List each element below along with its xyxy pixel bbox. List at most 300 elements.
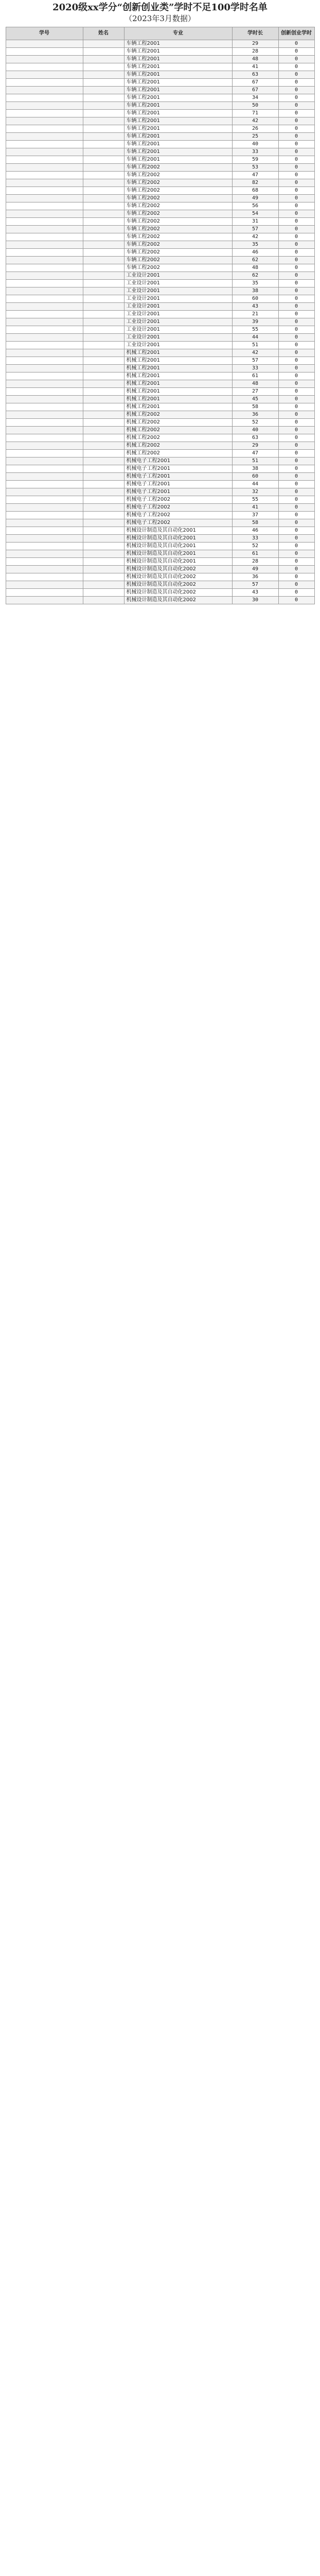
cell-major: 机械工程2001 bbox=[124, 372, 232, 380]
cell-grade: 0 bbox=[278, 94, 314, 102]
cell-name bbox=[83, 318, 124, 326]
cell-major: 机械工程2002 bbox=[124, 427, 232, 434]
cell-student-id bbox=[6, 403, 83, 411]
cell-major: 车辆工程2001 bbox=[124, 63, 232, 71]
cell-student-id bbox=[6, 566, 83, 573]
cell-student-id bbox=[6, 558, 83, 566]
table-row bbox=[6, 311, 314, 318]
table-row bbox=[6, 272, 314, 280]
cell-major: 车辆工程2001 bbox=[124, 141, 232, 148]
document-sheet bbox=[0, 0, 320, 604]
cell-student-id bbox=[6, 411, 83, 419]
cell-student-id bbox=[6, 427, 83, 434]
cell-student-id bbox=[6, 218, 83, 226]
cell-score: 52 bbox=[232, 543, 278, 550]
table-row bbox=[6, 264, 314, 272]
cell-score: 34 bbox=[232, 94, 278, 102]
cell-major: 工业设计2001 bbox=[124, 295, 232, 303]
cell-grade: 0 bbox=[278, 249, 314, 257]
cell-major: 机械电子工程2001 bbox=[124, 465, 232, 473]
cell-score: 40 bbox=[232, 141, 278, 148]
cell-name bbox=[83, 496, 124, 504]
cell-grade: 0 bbox=[278, 202, 314, 210]
cell-score: 63 bbox=[232, 71, 278, 79]
cell-score: 33 bbox=[232, 535, 278, 543]
cell-student-id bbox=[6, 496, 83, 504]
cell-major: 工业设计2001 bbox=[124, 342, 232, 349]
cell-major: 车辆工程2001 bbox=[124, 71, 232, 79]
header-student-id: 学号 bbox=[6, 27, 83, 40]
cell-name bbox=[83, 349, 124, 357]
cell-name bbox=[83, 148, 124, 156]
cell-name bbox=[83, 56, 124, 63]
cell-name bbox=[83, 535, 124, 543]
cell-score: 48 bbox=[232, 56, 278, 63]
cell-student-id bbox=[6, 172, 83, 179]
cell-major: 机械工程2002 bbox=[124, 434, 232, 442]
table-row bbox=[6, 334, 314, 342]
cell-score: 63 bbox=[232, 434, 278, 442]
cell-student-id bbox=[6, 125, 83, 133]
cell-score: 57 bbox=[232, 357, 278, 365]
cell-name bbox=[83, 396, 124, 403]
cell-grade: 0 bbox=[278, 40, 314, 48]
cell-name bbox=[83, 125, 124, 133]
cell-score: 42 bbox=[232, 233, 278, 241]
cell-major: 机械设计制造及其自动化2001 bbox=[124, 558, 232, 566]
cell-student-id bbox=[6, 71, 83, 79]
table-row bbox=[6, 581, 314, 589]
cell-name bbox=[83, 164, 124, 172]
cell-grade: 0 bbox=[278, 172, 314, 179]
table-row bbox=[6, 56, 314, 63]
cell-score: 35 bbox=[232, 241, 278, 249]
cell-student-id bbox=[6, 249, 83, 257]
cell-grade: 0 bbox=[278, 110, 314, 117]
cell-student-id bbox=[6, 226, 83, 233]
cell-grade: 0 bbox=[278, 481, 314, 488]
cell-student-id bbox=[6, 56, 83, 63]
table-row bbox=[6, 125, 314, 133]
cell-major: 机械电子工程2001 bbox=[124, 481, 232, 488]
cell-grade: 0 bbox=[278, 63, 314, 71]
cell-major: 车辆工程2001 bbox=[124, 117, 232, 125]
cell-score: 51 bbox=[232, 342, 278, 349]
cell-score: 62 bbox=[232, 257, 278, 264]
cell-student-id bbox=[6, 164, 83, 172]
cell-score: 30 bbox=[232, 597, 278, 604]
table-row bbox=[6, 457, 314, 465]
cell-major: 机械电子工程2002 bbox=[124, 504, 232, 512]
cell-score: 67 bbox=[232, 87, 278, 94]
table-row bbox=[6, 365, 314, 372]
cell-major: 车辆工程2002 bbox=[124, 187, 232, 195]
cell-score: 58 bbox=[232, 403, 278, 411]
cell-student-id bbox=[6, 357, 83, 365]
document-title: 2020级xx学分“创新创业类”学时不足100学时名单 bbox=[52, 2, 268, 13]
cell-name bbox=[83, 427, 124, 434]
cell-grade: 0 bbox=[278, 187, 314, 195]
cell-major: 车辆工程2002 bbox=[124, 226, 232, 233]
cell-name bbox=[83, 187, 124, 195]
cell-major: 机械工程2002 bbox=[124, 411, 232, 419]
cell-major: 车辆工程2002 bbox=[124, 249, 232, 257]
cell-name bbox=[83, 450, 124, 457]
cell-grade: 0 bbox=[278, 264, 314, 272]
cell-score: 49 bbox=[232, 195, 278, 202]
cell-grade: 0 bbox=[278, 303, 314, 311]
cell-score: 50 bbox=[232, 102, 278, 110]
header-name: 姓名 bbox=[83, 27, 124, 40]
cell-name bbox=[83, 280, 124, 287]
cell-name bbox=[83, 365, 124, 372]
cell-student-id bbox=[6, 179, 83, 187]
cell-major: 机械工程2001 bbox=[124, 403, 232, 411]
table-row bbox=[6, 357, 314, 365]
table-row bbox=[6, 148, 314, 156]
table-row bbox=[6, 496, 314, 504]
cell-grade: 0 bbox=[278, 527, 314, 535]
table-row bbox=[6, 295, 314, 303]
cell-name bbox=[83, 87, 124, 94]
cell-major: 机械电子工程2002 bbox=[124, 496, 232, 504]
cell-major: 车辆工程2002 bbox=[124, 202, 232, 210]
cell-name bbox=[83, 295, 124, 303]
cell-score: 61 bbox=[232, 372, 278, 380]
cell-score: 47 bbox=[232, 450, 278, 457]
table-row bbox=[6, 349, 314, 357]
cell-name bbox=[83, 94, 124, 102]
cell-major: 机械工程2001 bbox=[124, 380, 232, 388]
cell-grade: 0 bbox=[278, 512, 314, 519]
cell-major: 车辆工程2002 bbox=[124, 233, 232, 241]
cell-grade: 0 bbox=[278, 311, 314, 318]
cell-name bbox=[83, 597, 124, 604]
table-row bbox=[6, 573, 314, 581]
cell-name bbox=[83, 488, 124, 496]
cell-score: 53 bbox=[232, 164, 278, 172]
cell-score: 26 bbox=[232, 125, 278, 133]
cell-student-id bbox=[6, 40, 83, 48]
cell-student-id bbox=[6, 63, 83, 71]
cell-major: 工业设计2001 bbox=[124, 287, 232, 295]
table-row bbox=[6, 164, 314, 172]
table-row bbox=[6, 94, 314, 102]
cell-major: 车辆工程2001 bbox=[124, 148, 232, 156]
cell-score: 49 bbox=[232, 566, 278, 573]
cell-student-id bbox=[6, 450, 83, 457]
cell-name bbox=[83, 334, 124, 342]
cell-grade: 0 bbox=[278, 156, 314, 164]
cell-name bbox=[83, 63, 124, 71]
cell-grade: 0 bbox=[278, 218, 314, 226]
cell-grade: 0 bbox=[278, 226, 314, 233]
cell-major: 机械设计制造及其自动化2002 bbox=[124, 581, 232, 589]
cell-grade: 0 bbox=[278, 287, 314, 295]
cell-grade: 0 bbox=[278, 488, 314, 496]
cell-student-id bbox=[6, 117, 83, 125]
table-row bbox=[6, 79, 314, 87]
cell-name bbox=[83, 241, 124, 249]
cell-major: 机械设计制造及其自动化2002 bbox=[124, 597, 232, 604]
cell-major: 机械设计制造及其自动化2002 bbox=[124, 566, 232, 573]
cell-name bbox=[83, 218, 124, 226]
cell-major: 机械工程2002 bbox=[124, 442, 232, 450]
cell-student-id bbox=[6, 504, 83, 512]
cell-name bbox=[83, 40, 124, 48]
cell-grade: 0 bbox=[278, 365, 314, 372]
cell-major: 机械设计制造及其自动化2001 bbox=[124, 550, 232, 558]
cell-student-id bbox=[6, 372, 83, 380]
cell-name bbox=[83, 179, 124, 187]
cell-name bbox=[83, 457, 124, 465]
cell-grade: 0 bbox=[278, 148, 314, 156]
cell-student-id bbox=[6, 318, 83, 326]
table-row bbox=[6, 512, 314, 519]
cell-major: 车辆工程2002 bbox=[124, 210, 232, 218]
cell-grade: 0 bbox=[278, 210, 314, 218]
cell-name bbox=[83, 357, 124, 365]
cell-score: 58 bbox=[232, 519, 278, 527]
cell-name bbox=[83, 133, 124, 141]
cell-grade: 0 bbox=[278, 566, 314, 573]
table-row bbox=[6, 442, 314, 450]
cell-grade: 0 bbox=[278, 550, 314, 558]
table-row bbox=[6, 210, 314, 218]
cell-grade: 0 bbox=[278, 411, 314, 419]
cell-student-id bbox=[6, 365, 83, 372]
cell-score: 29 bbox=[232, 442, 278, 450]
cell-major: 车辆工程2001 bbox=[124, 79, 232, 87]
table-row bbox=[6, 597, 314, 604]
cell-major: 机械电子工程2002 bbox=[124, 512, 232, 519]
table-row bbox=[6, 465, 314, 473]
cell-name bbox=[83, 434, 124, 442]
cell-score: 46 bbox=[232, 249, 278, 257]
cell-student-id bbox=[6, 195, 83, 202]
cell-student-id bbox=[6, 457, 83, 465]
cell-grade: 0 bbox=[278, 334, 314, 342]
cell-student-id bbox=[6, 94, 83, 102]
cell-score: 25 bbox=[232, 133, 278, 141]
cell-student-id bbox=[6, 110, 83, 117]
header-major: 专业 bbox=[124, 27, 232, 40]
cell-grade: 0 bbox=[278, 141, 314, 148]
cell-student-id bbox=[6, 550, 83, 558]
cell-student-id bbox=[6, 280, 83, 287]
cell-name bbox=[83, 272, 124, 280]
cell-grade: 0 bbox=[278, 71, 314, 79]
cell-major: 机械设计制造及其自动化2002 bbox=[124, 589, 232, 597]
cell-score: 42 bbox=[232, 349, 278, 357]
document-subtitle: （2023年3月数据） bbox=[125, 14, 195, 23]
cell-name bbox=[83, 195, 124, 202]
table-row bbox=[6, 527, 314, 535]
cell-major: 机械工程2001 bbox=[124, 388, 232, 396]
cell-major: 车辆工程2001 bbox=[124, 125, 232, 133]
cell-student-id bbox=[6, 465, 83, 473]
table-row bbox=[6, 543, 314, 550]
cell-name bbox=[83, 372, 124, 380]
cell-grade: 0 bbox=[278, 543, 314, 550]
cell-grade: 0 bbox=[278, 56, 314, 63]
cell-name bbox=[83, 102, 124, 110]
table-row bbox=[6, 63, 314, 71]
cell-grade: 0 bbox=[278, 434, 314, 442]
table-row bbox=[6, 133, 314, 141]
cell-grade: 0 bbox=[278, 573, 314, 581]
cell-grade: 0 bbox=[278, 465, 314, 473]
cell-name bbox=[83, 249, 124, 257]
table-row bbox=[6, 372, 314, 380]
cell-score: 21 bbox=[232, 311, 278, 318]
cell-student-id bbox=[6, 295, 83, 303]
cell-grade: 0 bbox=[278, 519, 314, 527]
cell-major: 车辆工程2002 bbox=[124, 164, 232, 172]
table-row bbox=[6, 156, 314, 164]
cell-score: 46 bbox=[232, 527, 278, 535]
cell-grade: 0 bbox=[278, 133, 314, 141]
cell-name bbox=[83, 311, 124, 318]
cell-grade: 0 bbox=[278, 427, 314, 434]
table-row bbox=[6, 380, 314, 388]
cell-major: 机械工程2002 bbox=[124, 419, 232, 427]
cell-name bbox=[83, 481, 124, 488]
table-row bbox=[6, 566, 314, 573]
cell-name bbox=[83, 326, 124, 334]
cell-major: 机械电子工程2001 bbox=[124, 457, 232, 465]
cell-major: 车辆工程2001 bbox=[124, 48, 232, 56]
cell-score: 62 bbox=[232, 272, 278, 280]
cell-score: 57 bbox=[232, 226, 278, 233]
cell-name bbox=[83, 543, 124, 550]
cell-name bbox=[83, 117, 124, 125]
cell-major: 机械工程2001 bbox=[124, 349, 232, 357]
cell-score: 41 bbox=[232, 504, 278, 512]
cell-score: 52 bbox=[232, 419, 278, 427]
cell-score: 33 bbox=[232, 365, 278, 372]
cell-name bbox=[83, 233, 124, 241]
cell-name bbox=[83, 287, 124, 295]
cell-grade: 0 bbox=[278, 79, 314, 87]
cell-name bbox=[83, 442, 124, 450]
cell-major: 车辆工程2001 bbox=[124, 133, 232, 141]
cell-score: 43 bbox=[232, 589, 278, 597]
table-row bbox=[6, 87, 314, 94]
cell-grade: 0 bbox=[278, 403, 314, 411]
cell-score: 55 bbox=[232, 326, 278, 334]
cell-name bbox=[83, 465, 124, 473]
table-body bbox=[6, 40, 314, 604]
cell-score: 27 bbox=[232, 388, 278, 396]
cell-score: 32 bbox=[232, 488, 278, 496]
cell-score: 28 bbox=[232, 558, 278, 566]
cell-score: 45 bbox=[232, 396, 278, 403]
table-row bbox=[6, 558, 314, 566]
cell-name bbox=[83, 257, 124, 264]
cell-score: 41 bbox=[232, 63, 278, 71]
cell-major: 车辆工程2001 bbox=[124, 94, 232, 102]
cell-student-id bbox=[6, 573, 83, 581]
cell-grade: 0 bbox=[278, 241, 314, 249]
cell-student-id bbox=[6, 148, 83, 156]
table-row bbox=[6, 287, 314, 295]
cell-grade: 0 bbox=[278, 473, 314, 481]
cell-student-id bbox=[6, 264, 83, 272]
cell-student-id bbox=[6, 241, 83, 249]
header-score: 学时长 bbox=[232, 27, 278, 40]
table-row bbox=[6, 473, 314, 481]
cell-name bbox=[83, 110, 124, 117]
table-row bbox=[6, 488, 314, 496]
cell-score: 56 bbox=[232, 202, 278, 210]
cell-score: 43 bbox=[232, 303, 278, 311]
cell-student-id bbox=[6, 349, 83, 357]
cell-student-id bbox=[6, 210, 83, 218]
cell-student-id bbox=[6, 543, 83, 550]
table-row bbox=[6, 342, 314, 349]
cell-grade: 0 bbox=[278, 272, 314, 280]
table-header bbox=[6, 27, 314, 40]
cell-score: 40 bbox=[232, 427, 278, 434]
cell-grade: 0 bbox=[278, 164, 314, 172]
cell-major: 工业设计2001 bbox=[124, 334, 232, 342]
cell-grade: 0 bbox=[278, 372, 314, 380]
table-row bbox=[6, 550, 314, 558]
cell-student-id bbox=[6, 473, 83, 481]
cell-student-id bbox=[6, 581, 83, 589]
cell-grade: 0 bbox=[278, 419, 314, 427]
cell-score: 37 bbox=[232, 512, 278, 519]
cell-score: 36 bbox=[232, 411, 278, 419]
cell-grade: 0 bbox=[278, 450, 314, 457]
cell-major: 机械工程2001 bbox=[124, 396, 232, 403]
cell-name bbox=[83, 303, 124, 311]
table-row bbox=[6, 102, 314, 110]
cell-major: 车辆工程2002 bbox=[124, 241, 232, 249]
cell-score: 44 bbox=[232, 334, 278, 342]
cell-major: 机械设计制造及其自动化2001 bbox=[124, 535, 232, 543]
table-row bbox=[6, 427, 314, 434]
cell-student-id bbox=[6, 419, 83, 427]
cell-student-id bbox=[6, 48, 83, 56]
roster-table bbox=[6, 27, 315, 604]
cell-major: 机械工程2001 bbox=[124, 357, 232, 365]
cell-name bbox=[83, 558, 124, 566]
cell-name bbox=[83, 71, 124, 79]
cell-major: 机械工程2001 bbox=[124, 365, 232, 372]
table-row bbox=[6, 71, 314, 79]
cell-major: 工业设计2001 bbox=[124, 326, 232, 334]
table-row bbox=[6, 589, 314, 597]
cell-student-id bbox=[6, 535, 83, 543]
cell-student-id bbox=[6, 141, 83, 148]
table-row bbox=[6, 419, 314, 427]
cell-score: 47 bbox=[232, 172, 278, 179]
table-row bbox=[6, 388, 314, 396]
cell-score: 39 bbox=[232, 318, 278, 326]
cell-grade: 0 bbox=[278, 233, 314, 241]
cell-name bbox=[83, 210, 124, 218]
cell-name bbox=[83, 388, 124, 396]
cell-score: 28 bbox=[232, 48, 278, 56]
cell-grade: 0 bbox=[278, 326, 314, 334]
table-row bbox=[6, 179, 314, 187]
cell-grade: 0 bbox=[278, 257, 314, 264]
cell-score: 31 bbox=[232, 218, 278, 226]
cell-name bbox=[83, 342, 124, 349]
cell-grade: 0 bbox=[278, 280, 314, 287]
